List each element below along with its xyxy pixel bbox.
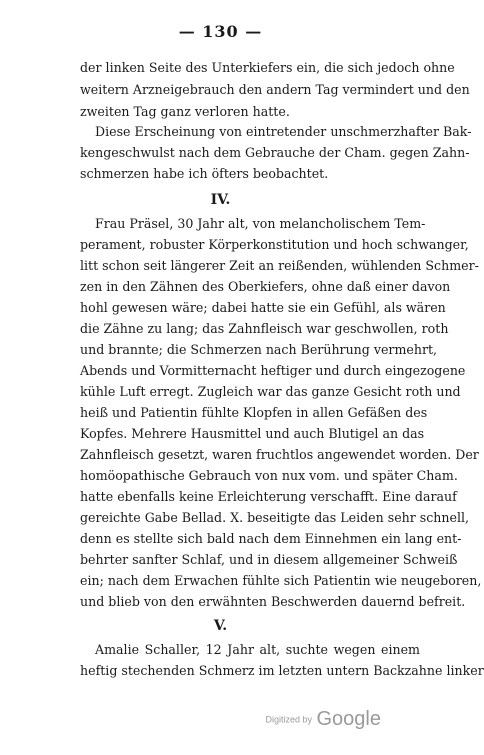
text-line: Zahnfleisch gesetzt, waren fruchtlos angewendet worden. Der	[80, 447, 479, 462]
text-line: der linken Seite des Unterkiefers ein, die sich jedoch ohne	[80, 60, 455, 75]
text-line: zen in den Zähnen des Oberkiefers, ohne daß einer davon	[80, 279, 451, 294]
text-line: heiß und Patientin fühlte Klopfen in allen Gefäßen des	[80, 405, 428, 420]
watermark-prefix: Digitized by	[265, 714, 313, 725]
text-line: kengeschwulst nach dem Gebrauche der Cham. gegen Zahn-	[80, 145, 470, 160]
text-line: und brannte; die Schmerzen nach Berührung vermehrt,	[80, 342, 438, 357]
text-line: perament, robuster Körperkonstitution und hoch schwanger,	[80, 237, 469, 252]
text-line: ein; nach dem Erwachen fühlte sich Patientin wie neugeboren,	[80, 573, 482, 588]
text-line: hohl gewesen wäre; dabei hatte sie ein Gefühl, als wären	[80, 300, 446, 315]
google-watermark	[266, 708, 381, 731]
text-line: zweiten Tag ganz verloren hatte.	[80, 104, 290, 119]
text-line: die Zähne zu lang; das Zahnfleisch war geschwollen, roth	[80, 321, 449, 336]
text-line: Abends und Vormitternacht heftiger und durch eingezogene	[80, 363, 466, 378]
text-line: Kopfes. Mehrere Hausmittel und auch Blutigel an das	[80, 426, 425, 441]
text-line: hatte ebenfalls keine Erleichterung verschafft. Eine darauf	[80, 489, 457, 504]
section-heading: IV.	[210, 192, 231, 208]
google-logo: Google	[316, 708, 381, 730]
text-line: und blieb von den erwähnten Beschwerden dauernd befreit.	[80, 594, 466, 609]
page-number: — 130 —	[178, 22, 263, 41]
section-heading: V.	[213, 618, 228, 634]
text-line: schmerzen habe ich öfters beobachtet.	[80, 166, 329, 181]
text-line: gereichte Gabe Bellad. X. beseitigte das Leiden sehr schnell,	[80, 510, 470, 525]
text-line: Diese Erscheinung von eintretender unschmerzhafter Bak-	[95, 124, 472, 139]
text-line: weitern Arzneigebrauch den andern Tag vermindert und den	[80, 82, 470, 97]
text-line: homöopathische Gebrauch von nux vom. und später Cham.	[80, 468, 458, 483]
text-line: Amalie Schaller, 12 Jahr alt, suchte wegen einem	[95, 642, 420, 657]
text-line: kühle Luft erregt. Zugleich war das ganze Gesicht roth und	[80, 384, 461, 399]
text-line: denn es stellte sich bald nach dem Einnehmen ein lang ent-	[80, 531, 462, 546]
text-line: behrter sanfter Schlaf, und in diesem allgemeiner Schweiß	[80, 552, 458, 567]
text-line: Frau Präsel, 30 Jahr alt, von melancholischem Tem-	[95, 216, 426, 231]
text-line: litt schon seit längerer Zeit an reißenden, wühlenden Schmer-	[80, 258, 479, 273]
text-line: heftig stechenden Schmerz im letzten untern Backzahne linker	[80, 663, 484, 678]
